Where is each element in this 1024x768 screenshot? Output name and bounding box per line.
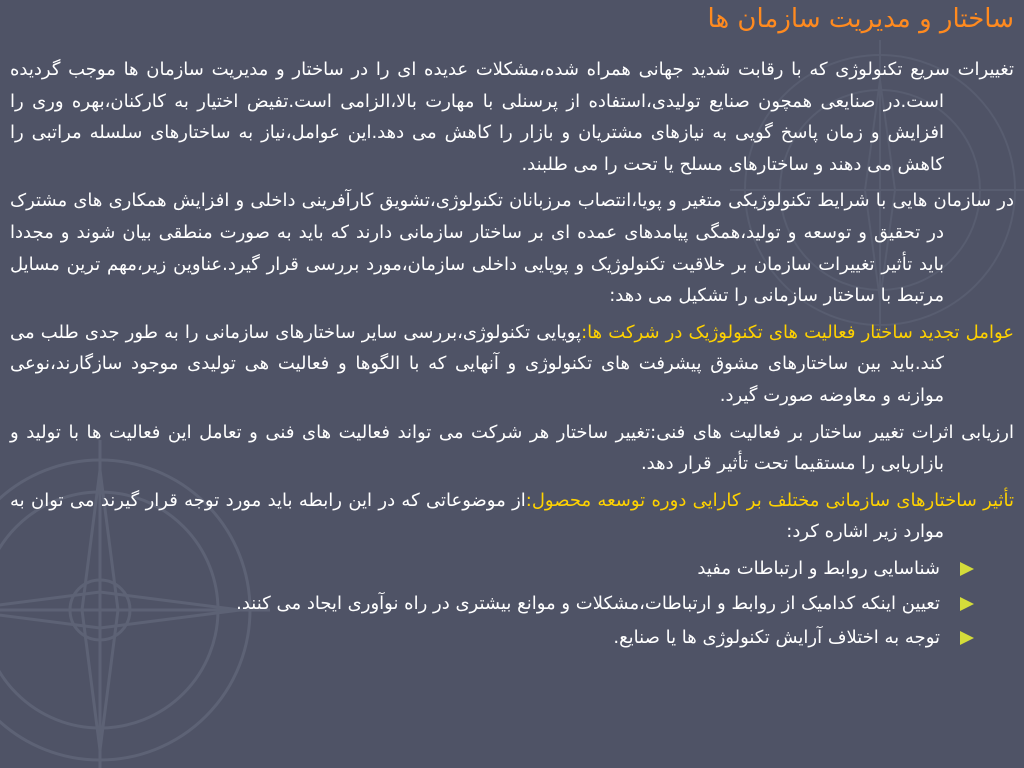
- paragraph-text: ارزیابی اثرات تغییر ساختار بر فعالیت های فنی:تغییر ساختار هر شرکت می تواند فعالیت های فنی و تعامل این فعالیت ها با تولید و بازاریابی را مستقیما تحت تأثیر قرار دهد.: [10, 421, 1014, 475]
- slide-body: [10, 54, 1014, 657]
- bullet-item: [10, 553, 1014, 585]
- paragraph-text: در سازمان هایی با شرایط تکنولوژیکی متغیر و پویا،انتصاب مرزبانان تکنولوژی،تشویق کارآفرینی داخلی و افزایش همکاری های مشترک در تحقیق و توسعه و تولید،همگی پیامدهای عمده ای بر ساختار سازمانی دارند که باید به صورت منطقی بیان شوند و مجددا باید تأثیر تغییرات سازمان بر خلاقیت تکنولوژیک و پویایی داخلی سازمان،مورد بررسی قرار گیرد.عناوین زیر،مهم ترین مسایل مرتبط با ساختار سازمانی را تشکیل می دهد:: [10, 190, 1014, 307]
- arrow-bullet-icon: [960, 631, 974, 645]
- bullet-item: [10, 588, 1014, 620]
- paragraph-restructuring-factors: [10, 317, 1014, 412]
- paragraph-dynamic-organizations: [10, 185, 1014, 311]
- arrow-bullet-icon: [960, 597, 974, 611]
- bullet-list: [10, 553, 1014, 654]
- bullet-text: توجه به اختلاف آرایش تکنولوژی ها یا صنایع.: [613, 627, 940, 649]
- bullet-text: تعیین اینکه کدامیک از روابط و ارتباطات،مشکلات و موانع بیشتری در راه نوآوری ایجاد می کنند.: [236, 592, 940, 614]
- bullet-text: شناسایی روابط و ارتباطات مفید: [697, 557, 940, 579]
- bullet-item: [10, 622, 1014, 654]
- slide-title: ساختار و مدیریت سازمان ها: [707, 4, 1014, 34]
- paragraph-heading-highlight: تأثیر ساختارهای سازمانی مختلف بر کارایی دوره توسعه محصول:: [525, 489, 1014, 511]
- paragraph-evaluation: [10, 417, 1014, 480]
- paragraph-heading-highlight: عوامل تجدید ساختار فعالیت های تکنولوژیک در شرکت ها:: [581, 321, 1014, 343]
- paragraph-tech-change: [10, 54, 1014, 180]
- paragraph-text: پویایی تکنولوژی،بررسی سایر ساختارهای سازمانی را به طور جدی طلب می کند.باید بین ساختارهای مشوق پیشرفت های تکنولوژی و آنهایی که با الگوها و فعالیت هی تولیدی موجود سازگارند،نوعی موازنه و معاوضه صورت گیرد.: [10, 321, 944, 406]
- paragraph-text: تغییرات سریع تکنولوژی که با رقابت شدید جهانی همراه شده،مشکلات عدیده ای را در ساختار و مدیریت سازمان ها موجب گردیده است.در صنایعی همچون صنایع تولیدی،استفاده از پرسنلی با مهارت بالا،الزامی است.تفیض اختیار به کارکنان،بهره وری را افزایش و زمان پاسخ گویی به نیازهای مشتریان و بازار را کاهش می دهد.این عوامل،نیاز به ساختارهای سلسله مراتبی را کاهش می دهند و ساختارهای مسلح یا تحت را می طلبند.: [10, 59, 1014, 175]
- paragraph-text: از موضوعاتی که در این رابطه باید مورد توجه قرار گیرند می توان به موارد زیر اشاره کرد:: [10, 489, 944, 543]
- paragraph-product-development: [10, 485, 1014, 548]
- arrow-bullet-icon: [960, 562, 974, 576]
